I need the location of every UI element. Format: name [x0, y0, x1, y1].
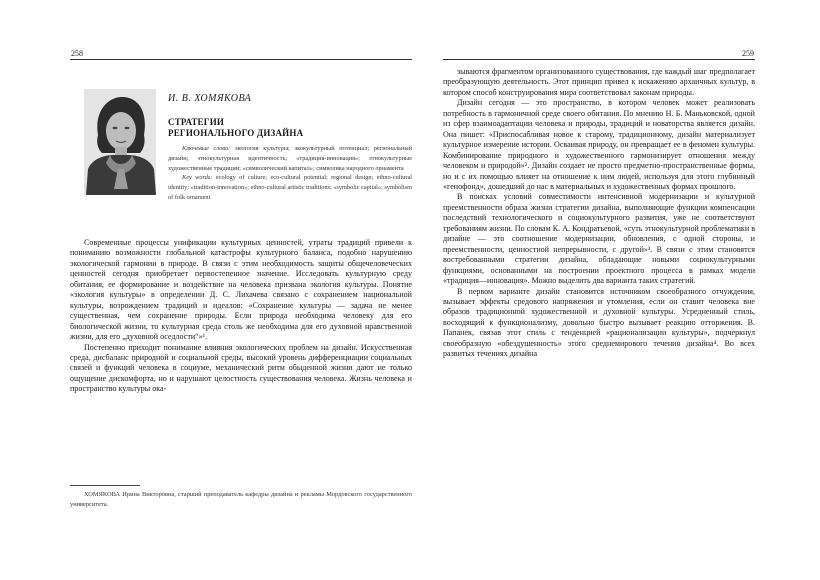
page-number-right: 259: [742, 49, 754, 58]
left-column-body: [70, 238, 412, 395]
page-number-left: 258: [71, 49, 83, 58]
author-footnote: ХОМЯКОВА Ирина Викторовна, старший преподаватель кафедры дизайна и рекламы Мордовского государственного университета.: [70, 491, 412, 508]
article-title: [168, 117, 303, 139]
body-paragraph: зываются фрагментом организованного существования, где каждый шаг предполагает преобразующую деятельность. Этот принцип привел к искажению архаичных культур, в котором способ конструирования мира соответствовал законам природы.: [443, 67, 755, 97]
body-paragraph: Постепенно приходит понимание влияния экологических проблем на дизайн. Искусственная среда, дисбаланс природной и социальной среды, высокий уровень дифференциации социальных связей и функций человека в социуме, механический ритм обыденной жизни дают не только ощущение дискомфорта, но и нарушают целостность существования человека. Жизнь человека и пространство культуры ока-: [70, 342, 412, 394]
keywords-ru-label: Ключевые слова:: [182, 145, 231, 152]
author-name: И. В. ХОМЯКОВА: [168, 93, 252, 104]
keywords-block: [168, 144, 412, 203]
header-rule-left: [70, 59, 412, 60]
footnote-rule: [70, 485, 140, 486]
keywords-en-label: Key words:: [182, 174, 213, 182]
keywords-en-text: ecology of culture; eco-cultural potential; regional design; ethno-cultural identity; «tradition-innovation»; ethno-cultural artistic traditions; «symbolic capital»; symbolism of folk ornament: [168, 174, 413, 201]
body-paragraph: Дизайн сегодня — это пространство, в котором человек может реализовать потребность в гармоничной среде своего обитания. По мнению Н. Б. Маньковской, одной из сфер взаимоадаптации человека и природы, традиций и новаторства является дизайн. Она пишет: «Приспосабливая новое к старому, традиционному, дизайн материализует культурное измерение истории. Осваивая природу, он превращает ее в феномен культуры. Комбинирование природного и художественного гармонизирует отношения между человеком и природой»². Дизайн создает не просто предметно-пространственные формы, но и с их помощью влияет на отношение к ним людей, используя для этого глубинный «генофонд», дошедший до нас в материальных и художественных формах прошлого.: [443, 98, 755, 191]
body-paragraph: В первом варианте дизайн становится источником своеобразного отчуждения, вызывает эффекты средового напряжения и утомления, если он ставит человека вне образов традиционной художественной и духовной культуры. Усредненный стиль, восходящий к функционализму, довольно быстро вызывает реакцию отторжения. В. Папанек, связав этот стиль с тенденцией «рационализации культуры», подчеркнул своеобразную «обездушенность» этого среднемирового течения дизайна⁴. Во всех развитых течениях дизайна: [443, 286, 755, 359]
article-title-line-2: РЕГИОНАЛЬНОГО ДИЗАЙНА: [168, 128, 304, 138]
body-paragraph: Современные процессы унификации культурных ценностей, утраты традиций привели к пониманию возможности глобальной катастрофы культурного баланса, подобно нарушению экологической гармонии в природе. В связи с этим необходимость защиты общечеловеческих ценностей сегодня приобретает первостепенное значение. Исследовать культурную среду обитания, ее формирование и воздействие на человека призвана экология культуры. Понятие «экология культуры» в определении Д. С. Лихачева связано с сохранением национальной культуры, возрождением традиций и идеалов: «Сохранение культуры — задача не менее существенная, чем сохранение природы. Если природа необходима человеку для его биологической жизни, то культурная среда столь же необходима для его духовной нравственной жизни, для его „духовной оседлости“»¹.: [70, 238, 412, 342]
keywords-ru: [168, 144, 412, 173]
author-portrait: [84, 89, 156, 195]
body-paragraph: В поисках условий совместимости интенсивной модернизации и культурной преемственности образа жизни стратегии дизайна, выполняющие функции компенсации последствий технологического и социокультурного развития, уже не соответствуют требованиям жизни. По словам К. А. Кондратьевой, «суть этнокультурной проблематики в дизайне — это соотношение модернизации, обновления, с одной стороны, и преемственности, ценностной непрерывности, с другой»³. В связи с этим становятся востребованными стратегии дизайна, обладающие новыми социокультурными функциями, основанными на построении проектного процесса в рамках модели «традиция—инновация». Можно выделить два варианта таких стратегий.: [443, 192, 755, 286]
article-title-line-1: СТРАТЕГИИ: [168, 117, 225, 127]
keywords-en: [168, 173, 412, 202]
header-rule-right: [443, 59, 755, 60]
keywords-ru-text: экология культуры; экокультурный потенциал; региональный дизайн; этнокультурная идентичность; «традиция-инновация»; этнокультурные художественные традиции; «символический капитал»; символика народного орнамента: [168, 145, 413, 172]
right-column-body: [443, 67, 755, 360]
